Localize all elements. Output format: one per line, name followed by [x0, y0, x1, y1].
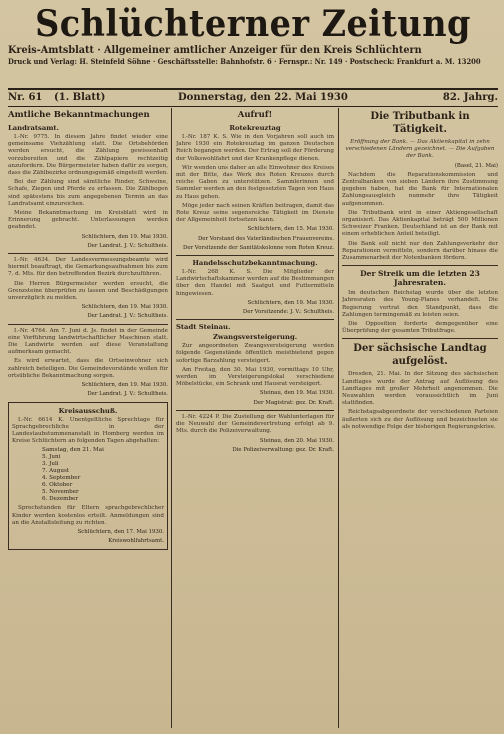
issue-bar: [8, 88, 498, 107]
article-headline: Die Tributbank in Tätigkeit.: [370, 111, 470, 135]
column-rule: [171, 108, 172, 728]
notice-box: [8, 402, 168, 551]
paragraph: I.-Nr. 4764. Am 7. Juni d. Js. findet in der Gemeinde eine Vorführung landwirtschaftlicher Maschinen statt. Die Landwirte werden auf diese Veranstaltung aufmerksam gemacht.: [8, 327, 168, 356]
signature: Der Vorsitzende der Sanitätskolonne vom Roten Kreuz.: [183, 244, 334, 251]
paragraph: I.-Nr. 268 K. S. Die Mitglieder der Landwirtschaftskammer werden auf die Bestimmungen über den Handel mit Saatgut und Futtermitteln hingewiesen.: [176, 269, 334, 297]
date-item: 7. August: [42, 468, 70, 475]
article-lead: Eröffnung der Bank. — Das Aktienkapital in zehn verschiedenen Ländern gezeichnet. — Die Aufgaben der Bank.: [345, 139, 495, 160]
paragraph: Die Opposition forderte demgegenüber eine Überprüfung der gesamten Tributfrage.: [342, 321, 498, 335]
issue-date: Donnerstag, den 22. Mai 1930: [178, 92, 348, 103]
paragraph: Die Tributbank wird in einer Aktiengesellschaft organisiert. Das Aktienkapital beträgt 500 Millionen Schweizer Franken. Deutschland ist an der Bank mit einem erheblichen Anteil beteiligt.: [342, 209, 498, 238]
column-rule: [338, 108, 339, 728]
signature-date: Schlüchtern, den 17. Mai 1930.: [77, 528, 164, 535]
paragraph: Möge jeder nach seinen Kräften beitragen, damit das Rote Kreuz seine segensreiche Tätigkeit im Dienste der Allgemeinheit fortsetzen kann.: [176, 202, 334, 224]
divider: [342, 265, 498, 266]
paragraph: Wir wenden uns daher an alle Einwohner des Kreises mit der Bitte, das Werk des Roten Kreuzes durch reiche Gaben zu unterstützen. Sammlerinnen und Sammler werden an den festgesetzten Tagen von Haus zu Haus gehen.: [176, 164, 334, 200]
paragraph: I.-Nr. 4634. Der Landesvermessungsbeamte wird hiermit beauftragt, die Gemarkungsaufnahmen bis zum 7. d. Mts. für den betreffenden Bezirk durchzuführen.: [8, 257, 168, 278]
paragraph: Am Freitag, den 30. Mai 1930, vormittags 10 Uhr, werden im Versteigerungslokal verschiedene Möbelstücke, ein Schrank und Hausrat versteigert.: [176, 366, 334, 388]
publisher-line: Druck und Verlag: H. Steinfeld Söhne · Geschäftsstelle: Bahnhofstr. 6 · Fernspr.: Nr. 149 · Postscheck: Frankfurt a. M. 13200: [8, 57, 481, 66]
signature: Kreiswohlfahrtsamt.: [108, 538, 164, 545]
paragraph: Die Bank soll nicht nur den Zahlungsverkehr der Reparationen vermitteln, sondern darüber hinaus die Zusammenarbeit der Notenbanken fördern.: [342, 240, 498, 262]
paragraph: Reichstagsabgeordnete der verschiedenen Parteien äußerten sich zu der Auflösung und bezeichneten sie als notwendige Folge der bisherigen Regierungskrise.: [342, 409, 498, 430]
section-subheading: Handelsschutzbekanntmachung.: [192, 259, 318, 268]
paragraph: I.-Nr. 9775. In diesem Jahre findet wieder eine gemeinsame Viehzählung statt. Die Ortsbehörden werden ersucht, die Zählung gewissenhaft vorzubereiten und die Zählpapiere rechtzeitig anzufordern. Die Bürgermeister haben dafür zu sorgen, dass die Zählbezirke ordnungsgemäß eingeteilt werden.: [8, 134, 168, 177]
signature-date: Schlüchtern, den 19. Mai 1930.: [81, 233, 168, 240]
date-item: 3. Juli: [42, 461, 59, 468]
signature: Der Landrat. J. V.: Schultheis.: [87, 242, 168, 249]
divider: [8, 324, 168, 325]
section-heading: Aufruf!: [237, 110, 273, 120]
divider: [176, 319, 334, 320]
paragraph: I.-Nr. 6614 K. Unentgeltliche Sprechtage für Sprachgebrechliche in der Landestaubstummenanstalt in Homberg werden im Kreise Schlüchtern an folgenden Tagen abgehalten:: [12, 416, 164, 445]
date-item: 5. November: [42, 489, 79, 496]
paragraph: Dresden, 21. Mai. In der Sitzung des sächsischen Landtages wurde der Antrag auf Auflösung des Landtages mit großer Mehrheit angenommen. Die Neuwahlen werden voraussichtlich im Juni stattfinden.: [342, 371, 498, 407]
signature-date: Schlüchtern, den 19. Mai 1930.: [247, 299, 334, 306]
section-heading: Amtliche Bekanntmachungen: [8, 110, 150, 120]
article-headline: Der sächsische Landtag aufgelöst.: [353, 343, 487, 368]
signature-date: Steinau, den 20. Mai 1930.: [259, 437, 334, 444]
paragraph: Bei der Zählung sind sämtliche Rinder, Schweine, Schafe, Ziegen und Pferde zu erfassen. Die Zählbogen sind spätestens bis zum angegebenen Termin an das Landratsamt einzureichen.: [8, 179, 168, 207]
signature: Der Magistrat: gez. Dr. Kraft.: [253, 399, 334, 406]
column-appeal: [176, 108, 334, 728]
paragraph: I.-Nr. 4224 P. Die Zustellung der Wahlunterlagen für die Neuwahl der Gemeindevertretung erfolgt ab 9. Mts. durch die Polizeiverwaltung.: [176, 413, 334, 435]
paragraph: Meine Bekanntmachung im Kreisblatt wird in Erinnerung gebracht. Unterlassungen werden geahndet.: [8, 210, 168, 231]
signature: Die Polizeiverwaltung: gez. Dr. Kraft.: [232, 446, 334, 453]
paragraph: Im deutschen Reichstag wurde über die letzten Jahresraten des Young-Planes verhandelt. Die Regierung vertrat den Standpunkt, dass die Zahlungen termingemäß zu leisten seien.: [342, 290, 498, 318]
divider: [176, 255, 334, 256]
newspaper-subtitle: Kreis-Amtsblatt · Allgemeiner amtlicher Anzeiger für den Kreis Schlüchtern: [8, 44, 422, 56]
signature-date: Steinau, den 19. Mai 1930.: [259, 390, 334, 397]
column-news: [342, 108, 498, 728]
date-item: 5. Juni: [42, 454, 61, 461]
masthead: [8, 4, 498, 67]
dateline: (Basel, 21. Mai): [454, 162, 498, 169]
signature: Der Landrat. J. V.: Schultheis.: [87, 313, 168, 320]
issue-year: 82. Jahrg.: [442, 92, 498, 103]
column-official-notices: [8, 108, 168, 728]
issue-sheet: (1. Blatt): [54, 92, 106, 103]
signature: Der Vorstand des Vaterländischen Frauenvereins.: [197, 235, 334, 242]
date-list: [42, 447, 164, 503]
article-headline: Der Streik um die letzten 23 Jahresraten.: [360, 269, 480, 288]
signature-date: Schlüchtern, den 15. Mai 1930.: [247, 226, 334, 233]
signature: Der Vorsitzende: J. V.: Schultheis.: [242, 309, 334, 316]
date-item: Samstag, den 21. Mai: [42, 447, 104, 454]
paragraph: Sprechstunden für Eltern sprachgebrechlicher Kinder werden kostenlos erteilt. Anmeldungen sind an die Anstaltsleitung zu richten.: [12, 505, 164, 526]
paragraph: Zur angeordneten Zwangsversteigerung werden folgende Gegenstände öffentlich meistbietend gegen sofortige Barzahlung versteigert.: [176, 343, 334, 364]
newspaper-title: Schlüchterner Zeitung: [35, 3, 471, 45]
section-subheading: Zwangsversteigerung.: [212, 333, 298, 342]
section-subheading: Rotekreuztag: [229, 124, 281, 132]
box-title: Kreisausschuß.: [58, 406, 118, 415]
paragraph: I.-Nr. 187 K. S. Wie in den Vorjahren soll auch im Jahre 1930 ein Rotekreuztag im ganzen Deutschen Reich begangen werden. Der Ertrag soll der Förderung der Volkswohlfahrt und der Krankenpflege dienen.: [176, 134, 334, 162]
signature-date: Schlüchtern, den 19. Mai 1930.: [81, 304, 168, 311]
section-subheading: Landratsamt.: [8, 124, 59, 132]
paragraph: Nachdem die Reparationskommission und Zentralbanken von sieben Ländern ihre Zustimmung gegeben haben, hat die Bank für Internationalen Zahlungsausgleich nunmehr ihre Tätigkeit aufgenommen.: [342, 171, 498, 207]
issue-number: Nr. 61: [8, 92, 43, 103]
date-item: 4. September: [42, 475, 81, 482]
divider: [342, 338, 498, 339]
signature-date: Schlüchtern, den 19. Mai 1930.: [81, 382, 168, 389]
signature: Der Landrat. J. V.: Schultheis.: [87, 391, 168, 398]
divider: [8, 253, 168, 254]
paragraph: Die Herren Bürgermeister werden ersucht, die Grenzsteine überprüfen zu lassen und Beschädigungen unverzüglich zu melden.: [8, 280, 168, 302]
divider: [176, 410, 334, 411]
paragraph: Es wird erwartet, dass die Ortseinwohner sich zahlreich beteiligen. Die Gemeindevorstände wollen für ortsübliche Bekanntmachung sorgen.: [8, 358, 168, 379]
date-item: 6. Dezember: [42, 496, 79, 503]
section-heading: Stadt Steinau.: [176, 323, 231, 332]
date-item: 6. Oktober: [42, 482, 73, 489]
